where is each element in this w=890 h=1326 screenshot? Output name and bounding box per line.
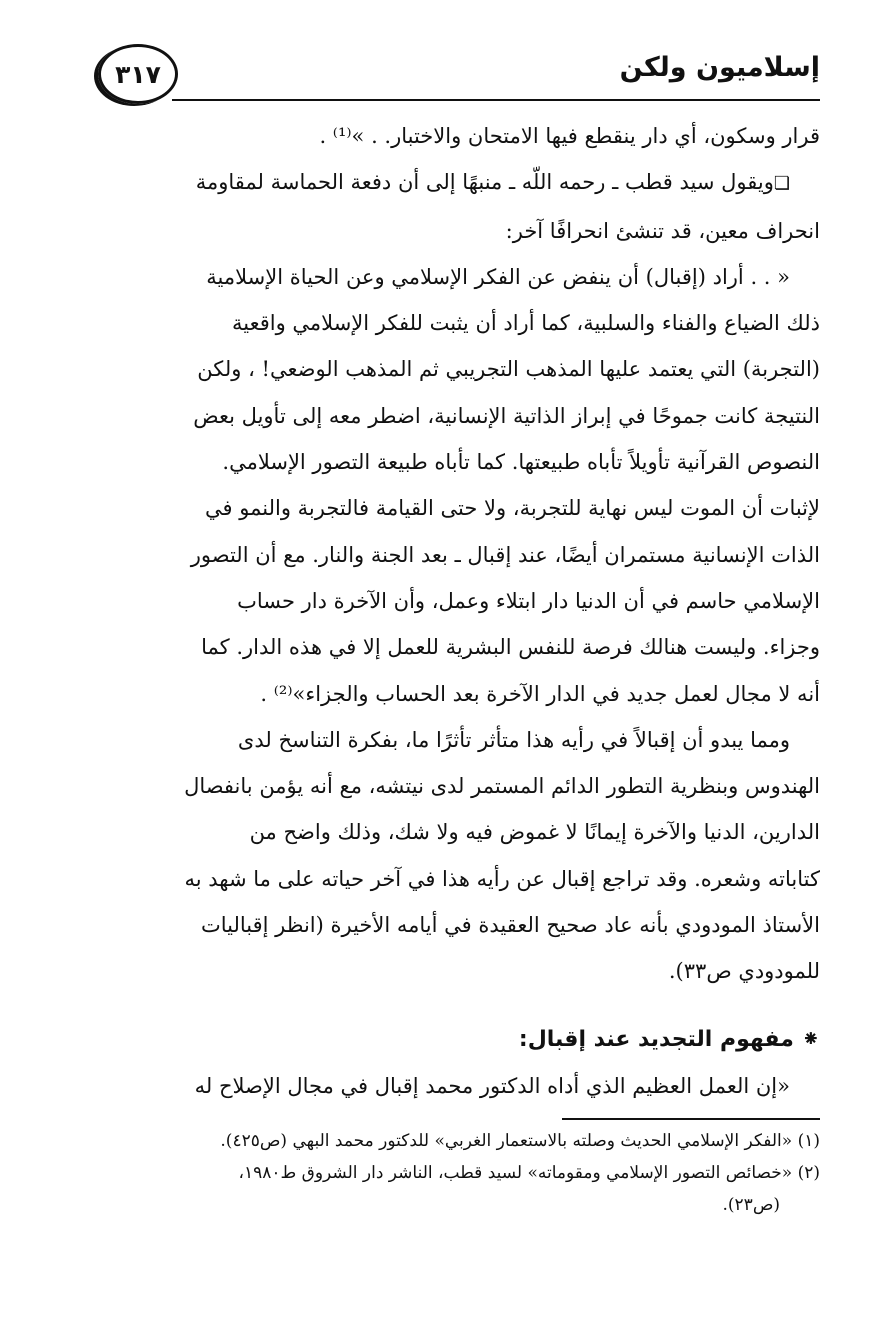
quote-line: « . . أراد (إقبال) أن ينفض عن الفكر الإسلامي وعن الحياة الإسلامية — [206, 264, 790, 289]
quote-line: أنه لا مجال لعمل جديد في الدار الآخرة بعد الحساب والجزاء»⁽²⁾ . — [260, 681, 820, 706]
paragraph-line: الأستاذ المودودي بأنه عاد صحيح العقيدة في أيامه الأخيرة (انظر إقباليات — [200, 913, 820, 938]
page-number: ٣١٧ — [115, 59, 161, 89]
body-text — [78, 113, 820, 1109]
quote-line: (التجربة) التي يعتمد عليها المذهب التجريبي ثم المذهب الوضعي! ، ولكن — [197, 357, 820, 382]
quote-line: لإثبات أن الموت ليس نهاية للتجربة، ولا حتى القيامة فالتجربة والنمو في — [205, 496, 820, 521]
asterisk-icon: ⁕ — [801, 1026, 820, 1052]
quote-line: الإسلامي حاسم في أن الدنيا دار ابتلاء وعمل، وأن الآخرة دار حساب — [237, 588, 820, 613]
quote-line: وجزاء. وليست هنالك فرصة للنفس البشرية للعمل إلا في هذه الدار. كما — [201, 635, 820, 660]
page-number-badge — [98, 44, 178, 104]
footnote-rule — [562, 1118, 820, 1120]
footnote-1: (١) «الفكر الإسلامي الحديث وصلته بالاستعمار الغربي» للدكتور محمد البهي (ص٤٢٥). — [220, 1131, 820, 1151]
paragraph-line: ومما يبدو أن إقبالاً في رأيه هذا متأثر تأثرًا ما، بفكرة التناسخ لدى — [237, 727, 790, 752]
text-line-content: ويقول سيد قطب ـ رحمه اللّه ـ منبهًا إلى أن دفعة الحماسة لمقاومة — [195, 170, 774, 195]
quote-line: الذات الإنسانية مستمران أيضًا، عند إقبال ـ بعد الجنة والنار. مع أن التصور — [190, 542, 820, 567]
quote-line: ذلك الضياع والفناء والسلبية، كما أراد أن يثبت للفكر الإسلامي واقعية — [232, 311, 820, 336]
footnotes — [78, 1125, 820, 1221]
footnote-2-continuation: (ص٢٣). — [722, 1195, 780, 1215]
header-rule — [172, 99, 820, 101]
quote-line: النصوص القرآنية تأويلاً تأباه طبيعتها. كما تأباه طبيعة التصور الإسلامي. — [222, 450, 820, 475]
section-heading-text: مفهوم التجديد عند إقبال: — [518, 1026, 794, 1052]
footnote-2: (٢) «خصائص التصور الإسلامي ومقوماته» لسيد قطب، الناشر دار الشروق ط١٩٨٠، — [238, 1163, 820, 1183]
paragraph-line: الدارين، الدنيا والآخرة إيمانًا لا غموض فيه ولا شك، وذلك واضح من — [249, 820, 820, 845]
square-bullet-icon: ❏ — [773, 173, 790, 195]
section-heading — [78, 1017, 820, 1063]
section-gap — [78, 995, 820, 1017]
paragraph-line: كتاباته وشعره. وقد تراجع إقبال عن رأيه هذا في آخر حياته على ما شهد به — [184, 866, 820, 891]
paragraph-line: الهندوس وبنظرية التطور الدائم المستمر لدى نيتشه، مع أنه يؤمن بانفصال — [184, 774, 820, 799]
quote-line: النتيجة كانت جموحًا في إبراز الذاتية الإنسانية، اضطر معه إلى تأويل بعض — [193, 403, 820, 428]
text-line — [78, 159, 820, 207]
text-line: قرار وسكون، أي دار ينقطع فيها الامتحان والاختبار. . »⁽¹⁾ . — [319, 124, 820, 148]
text-line: انحراف معين، قد تنشئ انحرافًا آخر: — [505, 218, 820, 243]
paragraph-line: للمودودي ص٣٣). — [668, 959, 820, 984]
paragraph-line: «إن العمل العظيم الذي أداه الدكتور محمد إقبال في مجال الإصلاح له — [194, 1073, 790, 1098]
running-head-title: إسلاميون ولكن — [619, 52, 820, 83]
